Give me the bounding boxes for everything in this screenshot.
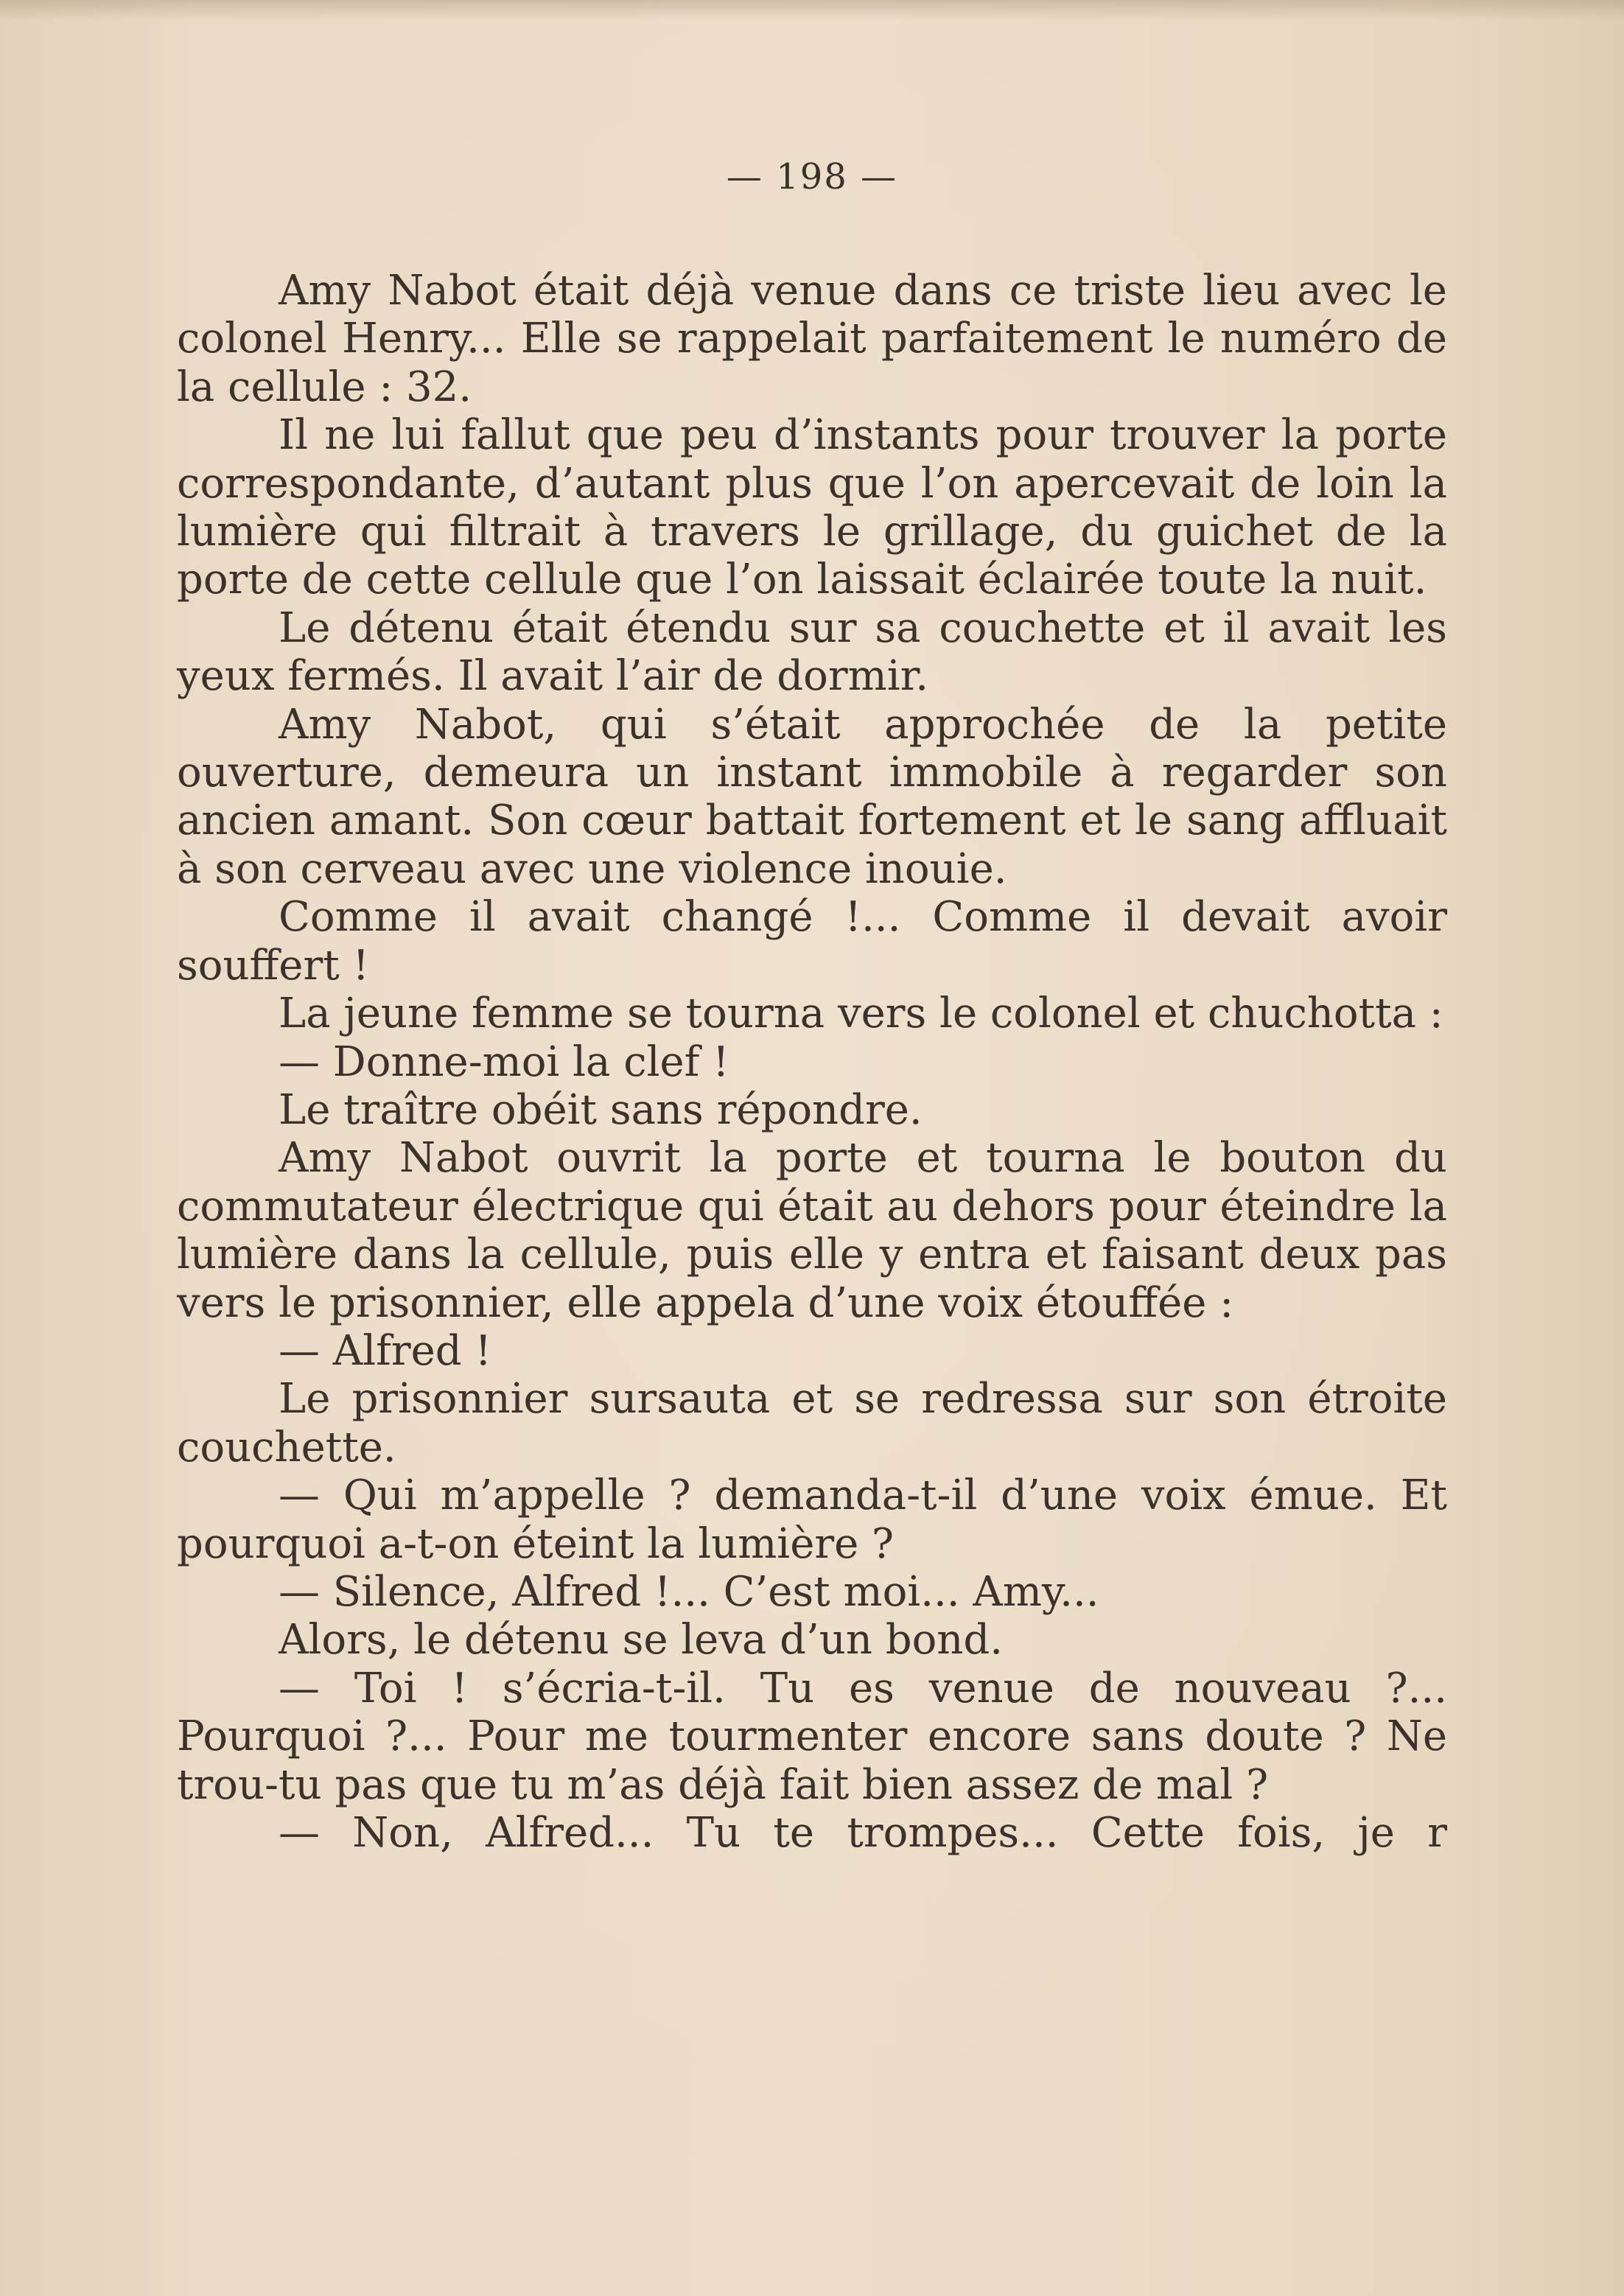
paragraph: Amy Nabot, qui s’était approchée de la petite ouverture, demeura un instant immobile à regarder son ancien amant. Son cœur battait fortement et le sang affluait à son cerveau avec une violence inouie. [177, 700, 1447, 893]
paragraph: Alors, le détenu se leva d’un bond. [279, 1616, 1004, 1665]
paragraph: Comme il avait changé !... Comme il devait avoir souffert ! [177, 893, 1447, 990]
page-number: — 198 — [726, 156, 898, 197]
dialogue-line: — Donne-moi la clef ! [279, 1037, 729, 1086]
dialogue-line: — Alfred ! [279, 1326, 491, 1375]
dialogue-line: — Toi ! s’écria-t-il. Tu es venue de nouveau ?... Pourquoi ?... Pour me tourmenter encore sans doute ? Ne trou-tu pas que tu m’as déjà fait bien assez de mal ? [177, 1664, 1447, 1809]
paragraph: Le prisonnier sursauta et se redressa sur son étroite couchette. [177, 1375, 1447, 1471]
paragraph: La jeune femme se tourna vers le colonel et chuchotta : [279, 990, 1443, 1038]
paragraph: Le détenu était étendu sur sa couchette et il avait les yeux fermés. Il avait l’air de dormir. [177, 603, 1447, 701]
paragraph: Il ne lui fallut que peu d’instants pour trouver la porte correspondante, d’autant plus que l’on apercevait de loin la lumière qui filtrait à travers le grillage, du guichet de la porte de cette cellule que l’on laissait éclairée toute la nuit. [177, 411, 1447, 604]
body-text [177, 267, 1447, 1857]
paragraph: Amy Nabot ouvrit la porte et tourna le bouton du commutateur électrique qui était au dehors pour éteindre la lumière dans la cellule, puis elle y entra et faisant deux pas vers le prisonnier, elle appela d’une voix étouffée : [177, 1134, 1447, 1327]
dialogue-line: — Silence, Alfred !... C’est moi... Amy... [279, 1567, 1099, 1616]
paragraph: Amy Nabot était déjà venue dans ce triste lieu avec le colonel Henry... Elle se rappelait parfaitement le numéro de la cellule : 32. [177, 267, 1447, 411]
paragraph: Le traître obéit sans répondre. [279, 1085, 923, 1134]
dialogue-line: — Qui m’appelle ? demanda-t-il d’une voix émue. Et pourquoi a-t-on éteint la lumière ? [177, 1471, 1447, 1568]
dialogue-line: — Non, Alfred... Tu te trompes... Cette fois, je r [279, 1809, 1447, 1857]
